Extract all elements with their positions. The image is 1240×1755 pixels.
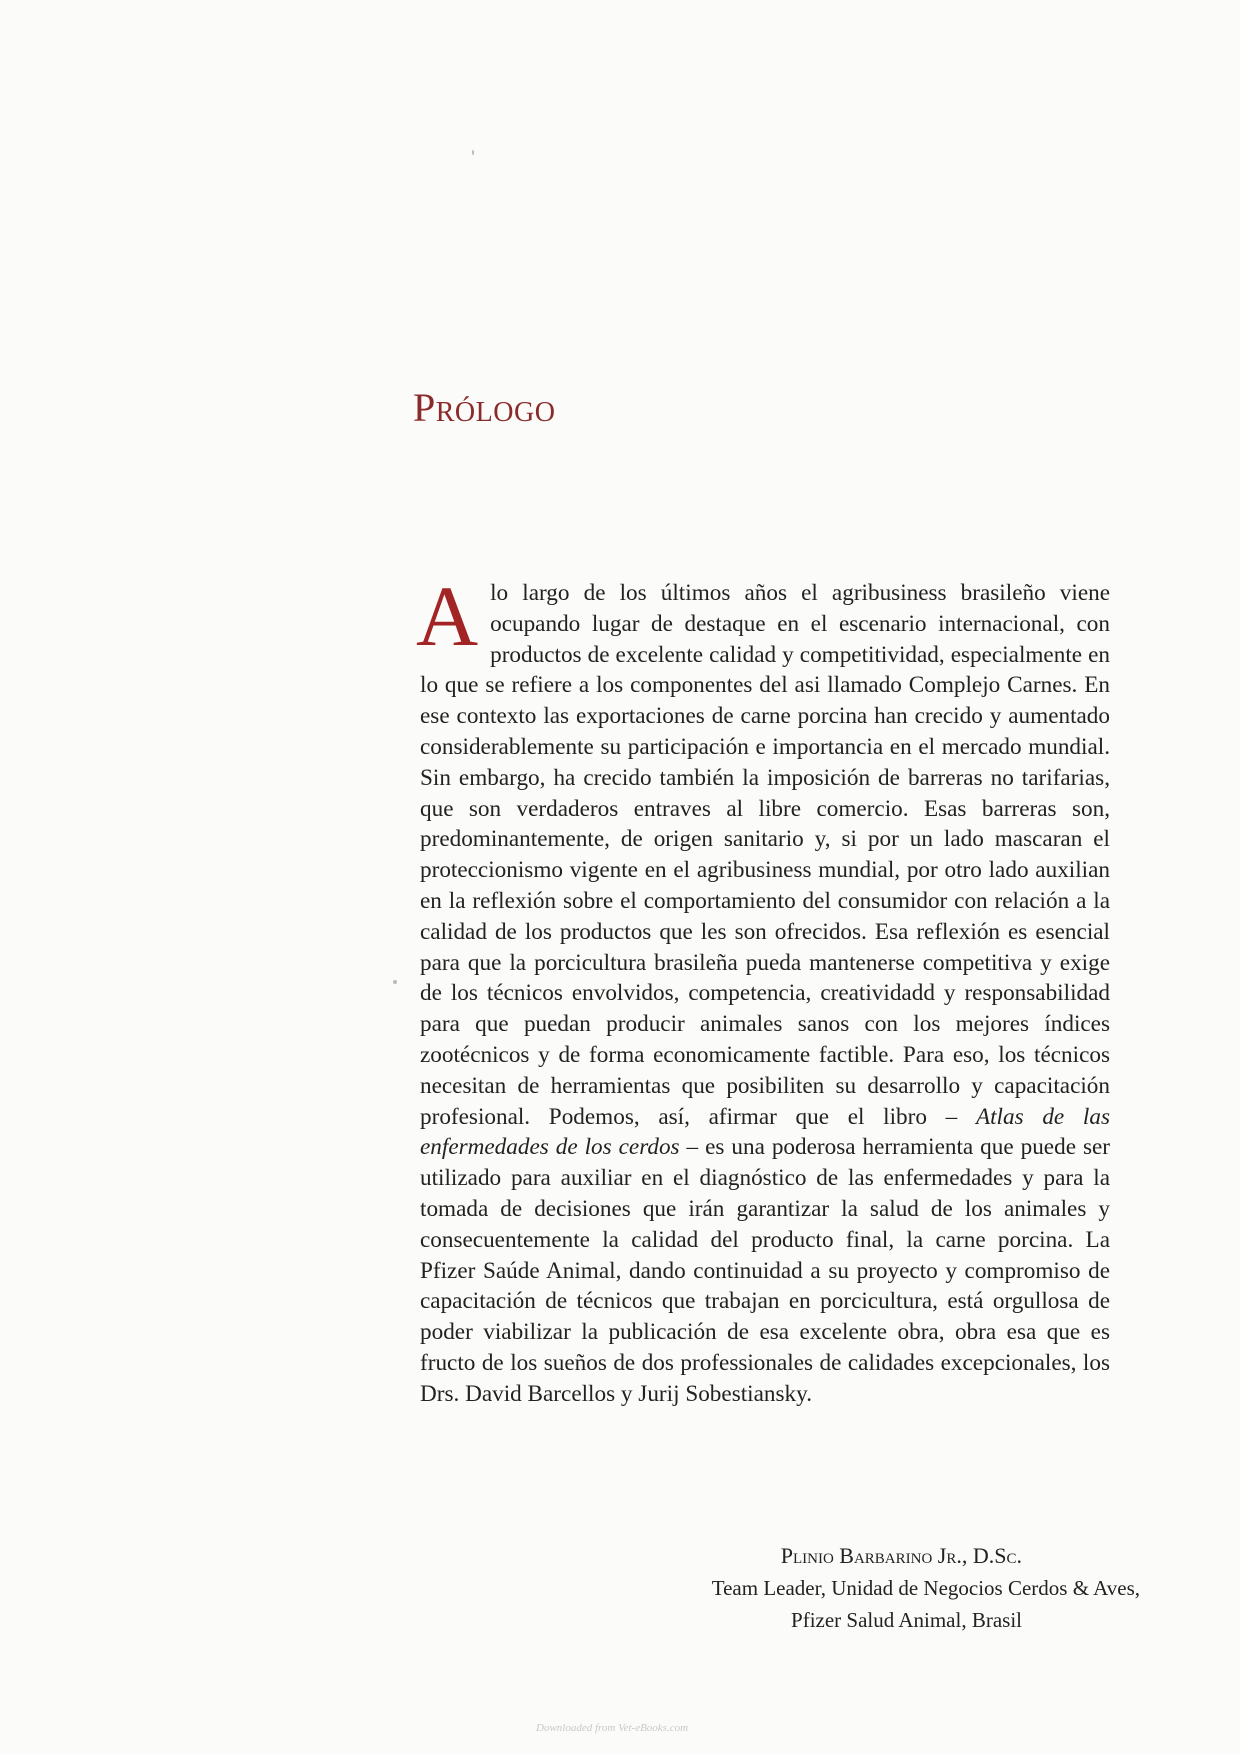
paragraph-text-part-2: – es una poderosa herramienta que puede ser utilizado para auxiliar en el diagnóstico de las enfermedades y para la tomada de decisiones que irán garantizar la salud de los animales y consecuentemente la calidad del producto final, la carne porcina. La Pfizer Saúde Animal, dando continuidad a su proyecto y compromiso de capacitación de técnicos que trabajan en porcicultura, está orgullosa de poder viabilizar la publicación de esa excelente obra, obra esa que es fructo de los sueños de dos professionales de calidades excepcionales, los Drs. David Barcellos y Jurij Sobestiansky. (420, 1134, 1110, 1407)
page-title: Prólogo (413, 385, 556, 430)
download-watermark: Downloaded from Vet-eBooks.com (536, 1722, 689, 1734)
scan-speck (393, 980, 397, 984)
prologue-paragraph (416, 568, 1110, 1410)
paragraph-text-part-1: lo largo de los últimos años el agribusiness brasileño viene ocupando lugar de destaque en el escenario internacional, con productos de excelente calidad y competitividad, especialmente en lo que se refiere a los componentes del asi llamado Complejo Carnes. En ese contexto las exportaciones de carne porcina han crecido y aumentado considerablemente su participación e importancia en el mercado mundial. Sin embargo, ha crecido también la imposición de barreras no tarifarias, que son verdaderos entraves al libre comercio. Esas barreras son, predominantemente, de origen sanitario y, si por un lado mascaran el proteccionismo vigente en el agribusiness mundial, por otro lado auxilian en la reflexión sobre el comportamiento del consumidor con relación a la calidad de los productos que les son ofrecidos. Esa reflexión es esencial para que la porcicultura brasileña pueda mantenerse competitiva y exige de los técnicos envolvidos, competencia, creatividadd y responsabilidad para que puedan producir animales sanos con los mejores índices zootécnicos y de forma economicamente factible. Para eso, los técnicos necesitan de herramientas que posibiliten su desarrollo y capacitación profesional. Podemos, así, afirmar que el libro – (420, 580, 1110, 1130)
signature-role: Team Leader, Unidad de Negocios Cerdos & Aves, (711, 1576, 1140, 1600)
signature-company: Pfizer Salud Animal, Brasil (791, 1608, 1022, 1632)
scan-speck (472, 150, 474, 155)
signature-block (620, 1540, 1140, 1635)
drop-cap: A (416, 568, 479, 664)
signature-name: Plinio Barbarino Jr., D.Sc. (780, 1543, 1022, 1568)
book-title: Atlas de las enfermedades de los cerdos (420, 1103, 1110, 1161)
